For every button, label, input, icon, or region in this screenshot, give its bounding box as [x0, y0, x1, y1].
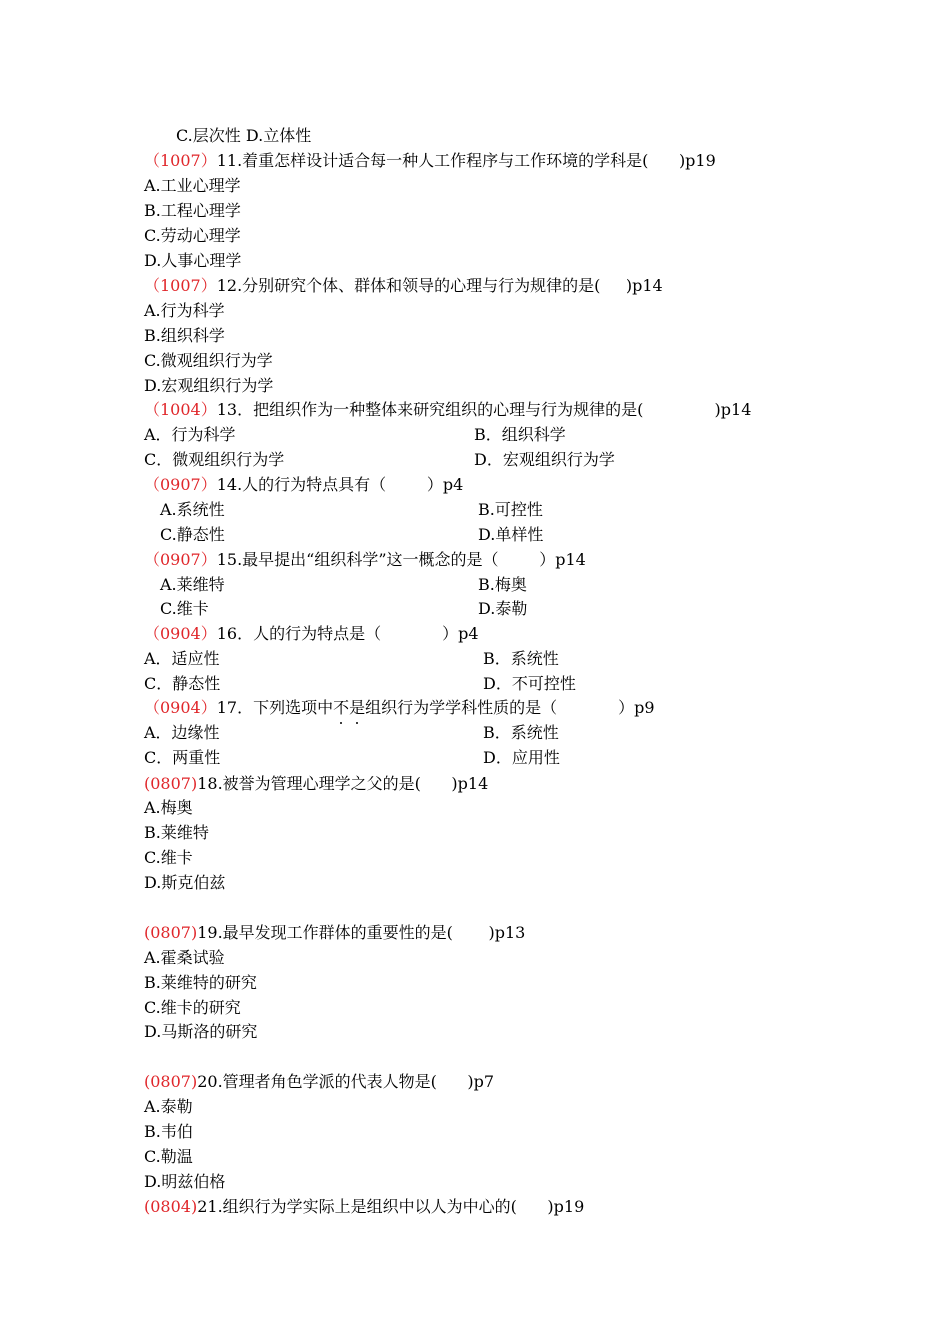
option-a [144, 1095, 193, 1119]
exam-code: (0807) [144, 1072, 198, 1091]
question-text: 16．人的行为特点是（ ）p4 [216, 624, 479, 643]
question-text: 12.分别研究个体、群体和领导的心理与行为规律的是( )p14 [216, 276, 663, 295]
question-12 [144, 274, 663, 298]
option-a-text: A．行为科学 [144, 425, 236, 444]
option-d [144, 249, 241, 273]
question-16 [144, 622, 479, 646]
option-text: C.维卡 [144, 848, 193, 867]
option-d-text: D．应用性 [483, 748, 560, 767]
exam-code: （0907） [144, 475, 217, 494]
question-text: 15.最早提出“组织科学”这一概念的是（ ）p14 [216, 550, 586, 569]
question-text: 13．把组织作为一种整体来研究组织的心理与行为规律的是( )p14 [216, 400, 752, 419]
question-text: 18.被誉为管理心理学之父的是( )p14 [197, 774, 489, 793]
option-a-text: A.莱维特 [160, 575, 225, 594]
option-row-c-d [144, 448, 844, 472]
question-11 [144, 149, 716, 173]
question-text: 14.人的行为特点具有（ ）p4 [216, 475, 464, 494]
option-d [144, 1170, 225, 1194]
option-b [144, 199, 241, 223]
option-d [144, 374, 273, 398]
question-text: 20.管理者角色学派的代表人物是( )p7 [197, 1072, 495, 1091]
option-b-text: B．系统性 [483, 649, 559, 668]
question-18 [144, 772, 488, 796]
option-text: C.微观组织行为学 [144, 351, 273, 370]
option-row-c-d [144, 672, 844, 696]
option-row-a-b [144, 721, 844, 745]
option-row-c-d [160, 597, 760, 621]
question-text: 21.组织行为学实际上是组织中以人为中心的( )p19 [197, 1197, 585, 1216]
option-c [144, 349, 273, 373]
question-text: 11.着重怎样设计适合每一种人工作程序与工作环境的学科是( )p19 [216, 151, 716, 170]
option-text: A.霍桑试验 [144, 948, 225, 967]
option-a [144, 946, 225, 970]
option-text: B.莱维特的研究 [144, 973, 257, 992]
option-c-text: C．两重性 [144, 748, 221, 767]
option-text: A.梅奥 [144, 798, 193, 817]
question-14 [144, 473, 463, 497]
exam-code: （1007） [144, 151, 217, 170]
option-row-a-b [144, 647, 844, 671]
option-text: D.马斯洛的研究 [144, 1022, 258, 1041]
option-text: C.勒温 [144, 1147, 193, 1166]
option-text: C.维卡的研究 [144, 998, 241, 1017]
question-17 [144, 696, 655, 720]
option-a-text: A．边缘性 [144, 723, 220, 742]
option-d [144, 871, 225, 895]
option-d-text: D.泰勒 [478, 599, 528, 618]
option-c-text: C.静态性 [160, 525, 225, 544]
option-a-text: A．适应性 [144, 649, 220, 668]
option-b [144, 971, 257, 995]
question-text-post: 组织行为学学科性质的是（ ）p9 [365, 698, 655, 717]
exam-code: （1004） [144, 400, 217, 419]
question-15 [144, 548, 586, 572]
exam-code: （0904） [144, 624, 217, 643]
option-text: A.工业心理学 [144, 176, 241, 195]
emphasis-char: 是 [349, 696, 365, 720]
option-b [144, 821, 209, 845]
question-20 [144, 1070, 494, 1094]
option-b [144, 1120, 193, 1144]
option-b-text: B．组织科学 [474, 425, 566, 444]
option-text: D.斯克伯兹 [144, 873, 226, 892]
option-text: D.明兹伯格 [144, 1172, 226, 1191]
option-c [144, 1145, 193, 1169]
option-text: A.泰勒 [144, 1097, 193, 1116]
option-row-a-b [144, 423, 844, 447]
option-text: D.宏观组织行为学 [144, 376, 274, 395]
option-text: C.劳动心理学 [144, 226, 241, 245]
emphasis-char: 不 [333, 696, 349, 720]
option-c-text: C．微观组织行为学 [144, 450, 285, 469]
exam-code: (0807) [144, 923, 198, 942]
question-text: 19.最早发现工作群体的重要性的是( )p13 [197, 923, 526, 942]
exam-code: （0907） [144, 550, 217, 569]
option-text: A.行为科学 [144, 301, 225, 320]
option-c [144, 224, 241, 248]
option-d [144, 1020, 257, 1044]
question-text-pre: 17．下列选项中 [216, 698, 334, 717]
exam-code: （1007） [144, 276, 217, 295]
option-c [144, 996, 241, 1020]
option-a [144, 174, 241, 198]
option-b-text: B.可控性 [478, 500, 543, 519]
option-a-text: A.系统性 [160, 500, 225, 519]
option-line-c-d [176, 124, 311, 148]
exam-code: （0904） [144, 698, 217, 717]
option-b-text: B.梅奥 [478, 575, 527, 594]
option-row-a-b [160, 573, 760, 597]
option-b-text: B．系统性 [483, 723, 559, 742]
option-b [144, 324, 225, 348]
option-text: C.层次性 D.立体性 [176, 126, 312, 145]
option-c [144, 846, 193, 870]
option-text: B.工程心理学 [144, 201, 241, 220]
option-row-a-b [160, 498, 760, 522]
option-row-c-d [160, 523, 760, 547]
option-text: B.韦伯 [144, 1122, 193, 1141]
option-text: B.组织科学 [144, 326, 225, 345]
option-text: D.人事心理学 [144, 251, 242, 270]
option-a [144, 299, 225, 323]
exam-code: (0807) [144, 774, 198, 793]
question-21 [144, 1195, 584, 1219]
option-text: B.莱维特 [144, 823, 209, 842]
question-13 [144, 398, 751, 422]
option-c-text: C.维卡 [160, 599, 209, 618]
option-row-c-d [144, 746, 844, 770]
option-c-text: C．静态性 [144, 674, 221, 693]
option-a [144, 796, 193, 820]
question-19 [144, 921, 525, 945]
option-d-text: D．宏观组织行为学 [474, 450, 615, 469]
option-d-text: D．不可控性 [483, 674, 576, 693]
exam-code: (0804) [144, 1197, 198, 1216]
option-d-text: D.单样性 [478, 525, 544, 544]
